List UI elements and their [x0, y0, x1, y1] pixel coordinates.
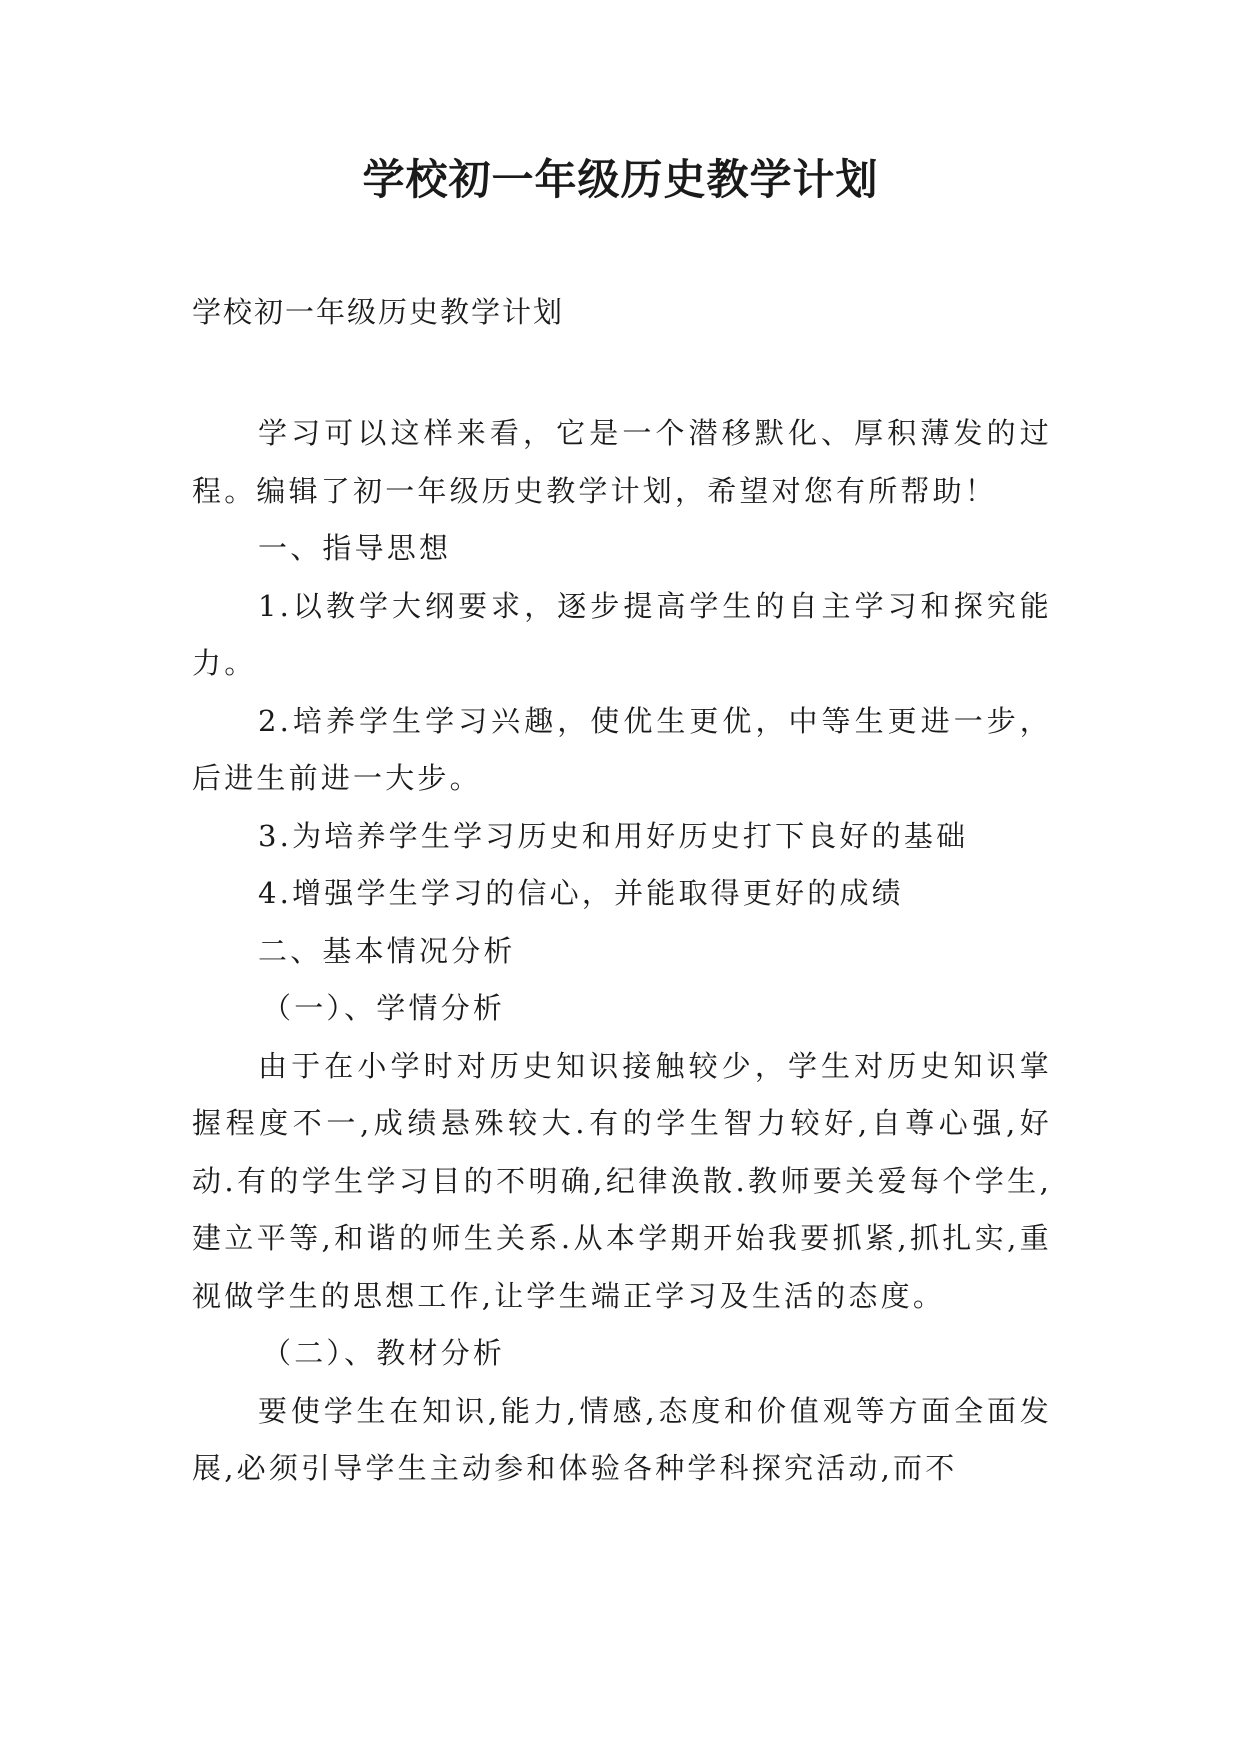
subsection-heading-student-analysis: （一）、学情分析 — [262, 991, 506, 1025]
document-body — [192, 405, 1052, 1498]
student-analysis-paragraph: 由于在小学时对历史知识接触较少，学生对历史知识掌握程度不一,成绩悬殊较大.有的学生智力较好,自尊心强,好动.有的学生学习目的不明确,纪律涣散.教师要关爱每个学生,建立平等,和谐的师生关系.从本学期开始我要抓紧,抓扎实,重视做学生的思想工作,让学生端正学习及生活的态度。 — [192, 1048, 1052, 1313]
list-item: 3.为培养学生学习历史和用好历史打下良好的基础 — [258, 818, 969, 853]
section-heading-situation-analysis: 二、基本情况分析 — [258, 933, 516, 968]
list-item: 4.增强学生学习的信心，并能取得更好的成绩 — [258, 876, 904, 910]
intro-paragraph: 学习可以这样来看，它是一个潜移默化、厚积薄发的过程。编辑了初一年级历史教学计划，希望对您有所帮助！ — [192, 416, 1052, 508]
document-subtitle: 学校初一年级历史教学计划 — [192, 295, 565, 329]
textbook-analysis-paragraph: 要使学生在知识,能力,情感,态度和价值观等方面全面发展,必须引导学生主动参和体验各种学科探究活动,而不 — [192, 1393, 1052, 1485]
section-heading-guiding-ideas: 一、指导思想 — [258, 531, 452, 565]
list-item: 2.培养学生学习兴趣，使优生更优，中等生更进一步，后进生前进一大步。 — [192, 703, 1052, 795]
subsection-heading-textbook-analysis: （二）、教材分析 — [262, 1336, 506, 1370]
list-item: 1.以教学大纲要求，逐步提高学生的自主学习和探究能力。 — [192, 588, 1052, 680]
document-title: 学校初一年级历史教学计划 — [362, 155, 879, 204]
